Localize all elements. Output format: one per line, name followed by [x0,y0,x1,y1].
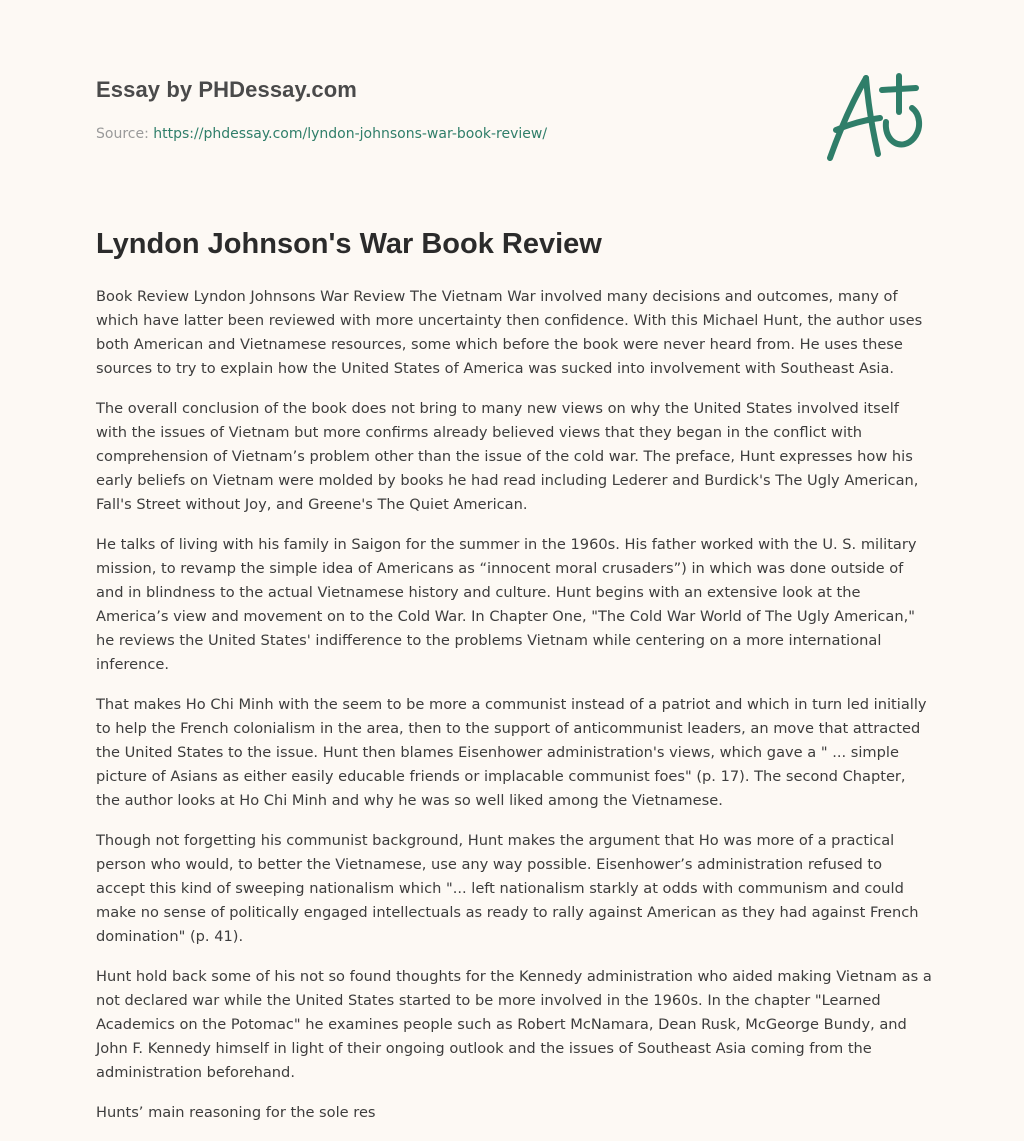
source-link[interactable]: https://phdessay.com/lyndon-johnsons-war-book-review/ [153,126,548,142]
article-body [96,285,932,1141]
article-paragraph: He talks of living with his family in Saigon for the summer in the 1960s. His father worked with the U. S. military mission, to revamp the simple idea of Americans as “innocent moral crusaders”) in which was done outside of and in blindness to the actual Vietnamese history and culture. Hunt begins with an extensive look at the America’s view and movement on to the Cold War. In Chapter One, "The Cold War World of The Ugly American," he reviews the United States' indifference to the problems Vietnam while centering on a more international inference. [96,536,917,673]
essay-header [96,76,796,144]
source-label: Source: [96,126,154,142]
site-brand: Essay by PHDessay.com [96,77,357,102]
article-title: Lyndon Johnson's War Book Review [96,228,602,260]
article-paragraph: That makes Ho Chi Minh with the seem to be more a communist instead of a patriot and which in turn led initially to help the French colonialism in the area, then to the support of anticommunist leaders, an move that attracted the United States to the issue. Hunt then blames Eisenhower administration's views, which gave a " ... simple picture of Asians as either easily educable friends or implacable communist foes" (p. 17). The second Chapter, the author looks at Ho Chi Minh and why he was so well liked among the Vietnamese. [96,696,927,809]
source-line [96,124,796,144]
a-plus-grade-icon [822,68,928,166]
article-paragraph: Hunt hold back some of his not so found thoughts for the Kennedy administration who aided making Vietnam as a not declared war while the United States started to be more involved in the 1960s. In the chapter "Learned Academics on the Potomac" he examines people such as Robert McNamara, Dean Rusk, McGeorge Bundy, and John F. Kennedy himself in light of their ongoing outlook and the issues of Southeast Asia coming from the administration beforehand. [96,968,932,1081]
article-paragraph: Though not forgetting his communist background, Hunt makes the argument that Ho was more of a practical person who would, to better the Vietnamese, use any way possible. Eisenhower’s administration refused to accept this kind of sweeping nationalism which "... left nationalism starkly at odds with communism and could make no sense of politically engaged intellectuals as ready to rally against American as they had against French domination" (p. 41). [96,832,919,945]
article-paragraph: The overall conclusion of the book does not bring to many new views on why the United States involved itself with the issues of Vietnam but more confirms already believed views that they began in the conflict with comprehension of Vietnam’s problem other than the issue of the cold war. The preface, Hunt expresses how his early beliefs on Vietnam were molded by books he had read including Lederer and Burdick's The Ugly American, Fall's Street without Joy, and Greene's The Quiet American. [96,400,919,513]
article-paragraph: Hunts’ main reasoning for the sole res [96,1104,376,1121]
article-paragraph: Book Review Lyndon Johnsons War Review The Vietnam War involved many decisions and outcomes, many of which have latter been reviewed with more uncertainty then confidence. With this Michael Hunt, the author uses both American and Vietnamese resources, some which before the book were never heard from. He uses these sources to try to explain how the United States of America was sucked into involvement with Southeast Asia. [96,288,923,377]
